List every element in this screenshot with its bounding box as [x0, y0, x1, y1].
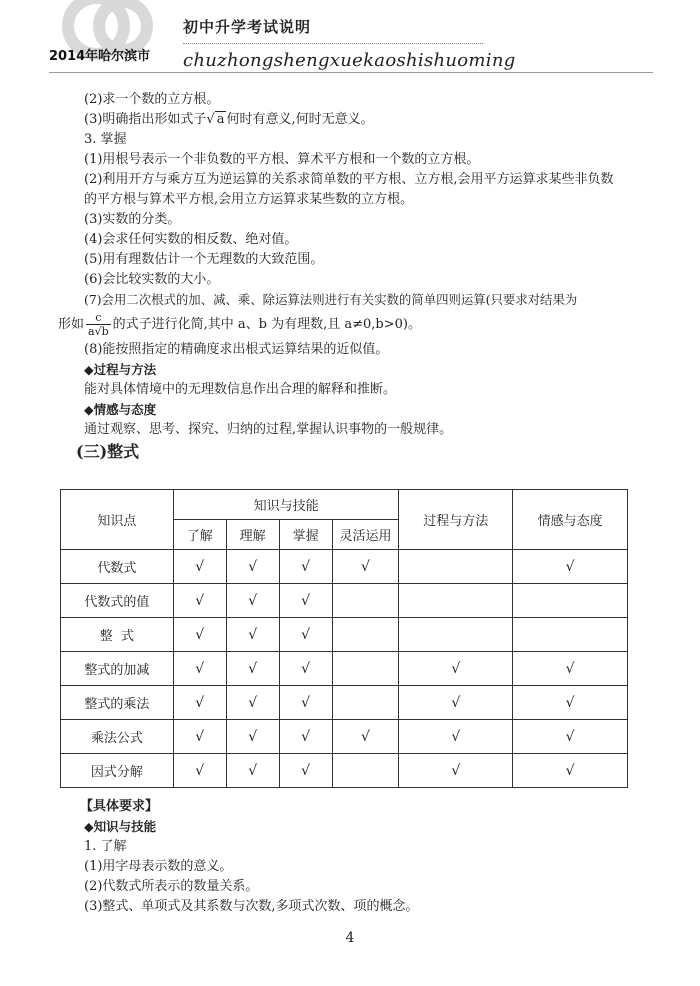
table-cell: √ [173, 584, 226, 618]
subheader-understand: 了解 [173, 520, 226, 550]
table-cell [513, 618, 628, 652]
table-row [61, 618, 628, 652]
sqrt-expression: √ a [206, 112, 225, 127]
table-cell: √ [513, 720, 628, 754]
denominator-coefficient: a [88, 325, 95, 338]
table-row [61, 686, 628, 720]
table-cell: √ [226, 720, 279, 754]
table-cell [332, 618, 399, 652]
text-line: (1)用根号表示一个非负数的平方根、算术平方根和一个数的立方根。 [84, 152, 480, 167]
text-line: 能对具体情境中的无理数信息作出合理的解释和推断。 [84, 382, 397, 397]
table-cell: √ [279, 550, 332, 584]
row-label: 整 式 [61, 618, 174, 652]
row-label: 代数式的值 [61, 584, 174, 618]
text-line: (7)会用二次根式的加、减、乘、除运算法则进行有关实数的简单四则运算(只要求对结果为 [84, 292, 578, 307]
text-paragraph: (2)利用开方与乘方互为逆运算的关系求简单数的平方根、立方根,会用平方运算求某些非负数的平方根与算术平方根,会用立方运算求某些数的立方根。 [84, 172, 614, 207]
table-cell: √ [332, 720, 399, 754]
text-line: (5)用有理数估计一个无理数的大致范围。 [84, 252, 324, 267]
table-header-row [61, 490, 628, 520]
text-line: (4)会求任何实数的相反数、绝对值。 [84, 232, 298, 247]
table-cell: √ [513, 754, 628, 788]
table-row [61, 652, 628, 686]
text-line: (6)会比较实数的大小。 [84, 272, 220, 287]
table-row [61, 584, 628, 618]
text-line [58, 310, 624, 340]
knowledge-table [60, 489, 628, 788]
table-cell [332, 652, 399, 686]
row-label: 因式分解 [61, 754, 174, 788]
radicand: a [216, 112, 225, 127]
text-fragment: 何时有意义,何时无意义。 [226, 112, 374, 127]
header-rule [49, 72, 653, 73]
page-number: 4 [345, 930, 355, 946]
text-line: (8)能按照指定的精确度求出根式运算结果的近似值。 [84, 342, 389, 357]
table-cell: √ [332, 550, 399, 584]
subheading-knowledge: ◆知识与技能 [84, 819, 157, 834]
table-row [61, 550, 628, 584]
radicand: b [101, 325, 109, 338]
table-cell: √ [226, 686, 279, 720]
table-cell: √ [279, 584, 332, 618]
page-header [0, 0, 700, 85]
header-knowledge-skill: 知识与技能 [173, 490, 399, 520]
table-cell: √ [173, 720, 226, 754]
content-lower [80, 797, 624, 917]
table-cell: √ [173, 686, 226, 720]
table-cell: √ [279, 754, 332, 788]
table-cell: √ [513, 686, 628, 720]
table-cell [399, 550, 513, 584]
text-line: (1)用字母表示数的意义。 [84, 859, 233, 874]
table-cell: √ [226, 550, 279, 584]
table-cell: √ [173, 652, 226, 686]
header-emotion-attitude: 情感与态度 [513, 490, 628, 550]
text-line: 通过观察、思考、探究、归纳的过程,掌握认识事物的一般规律。 [84, 422, 453, 437]
header-year: 2014年哈尔滨市 [49, 49, 151, 64]
table-cell: √ [173, 550, 226, 584]
header-title: 初中升学考试说明 [183, 18, 312, 36]
row-label: 代数式 [61, 550, 174, 584]
row-label: 整式的乘法 [61, 686, 174, 720]
table-cell [399, 618, 513, 652]
table-cell [399, 584, 513, 618]
section-title: (三)整式 [76, 442, 140, 461]
fraction [86, 311, 111, 338]
table-cell: √ [513, 550, 628, 584]
table-cell: √ [226, 754, 279, 788]
table-cell: √ [173, 618, 226, 652]
text-fragment: (3)明确指出形如式子 [84, 112, 207, 127]
text-fragment: 的式子进行化简,其中 a、b 为有理数,且 a≠0,b>0)。 [112, 317, 421, 332]
table-cell: √ [279, 720, 332, 754]
row-label: 乘法公式 [61, 720, 174, 754]
table-cell: √ [279, 652, 332, 686]
subheader-apply: 灵活运用 [332, 520, 399, 550]
text-fragment: 形如 [58, 317, 85, 332]
subheading-emotion: ◆情感与态度 [84, 402, 157, 417]
content-upper [58, 90, 624, 462]
table-cell [513, 584, 628, 618]
header-pinyin: chuzhongshengxuekaoshishuoming [183, 50, 516, 71]
table-cell: √ [399, 754, 513, 788]
fraction-denominator: a√b [88, 325, 109, 338]
table-cell: √ [399, 652, 513, 686]
fraction-numerator: c [86, 311, 111, 325]
subheading-process: ◆过程与方法 [84, 362, 157, 377]
table-cell: √ [226, 584, 279, 618]
table-cell [332, 584, 399, 618]
header-dotted-rule [183, 43, 483, 44]
text-line [84, 110, 624, 130]
text-line: 3. 掌握 [84, 132, 127, 147]
requirements-heading: 【具体要求】 [80, 799, 159, 814]
table-cell: √ [279, 618, 332, 652]
text-line: (2)代数式所表示的数量关系。 [84, 879, 259, 894]
text-line: (3)整式、单项式及其系数与次数,多项式次数、项的概念。 [84, 899, 419, 914]
subheader-comprehend: 理解 [226, 520, 279, 550]
table-row [61, 720, 628, 754]
table-cell [332, 754, 399, 788]
subheader-master: 掌握 [279, 520, 332, 550]
text-line: 1. 了解 [84, 839, 127, 854]
table-cell: √ [226, 618, 279, 652]
table-cell: √ [513, 652, 628, 686]
table-cell: √ [173, 754, 226, 788]
header-process-method: 过程与方法 [399, 490, 513, 550]
header-knowledge-point: 知识点 [61, 490, 174, 550]
row-label: 整式的加减 [61, 652, 174, 686]
table-cell: √ [399, 720, 513, 754]
table-cell: √ [399, 686, 513, 720]
table-cell: √ [226, 652, 279, 686]
table-cell: √ [279, 686, 332, 720]
table-cell [332, 686, 399, 720]
text-line: (2)求一个数的立方根。 [84, 92, 220, 107]
table-row [61, 754, 628, 788]
text-line: (3)实数的分类。 [84, 212, 181, 227]
